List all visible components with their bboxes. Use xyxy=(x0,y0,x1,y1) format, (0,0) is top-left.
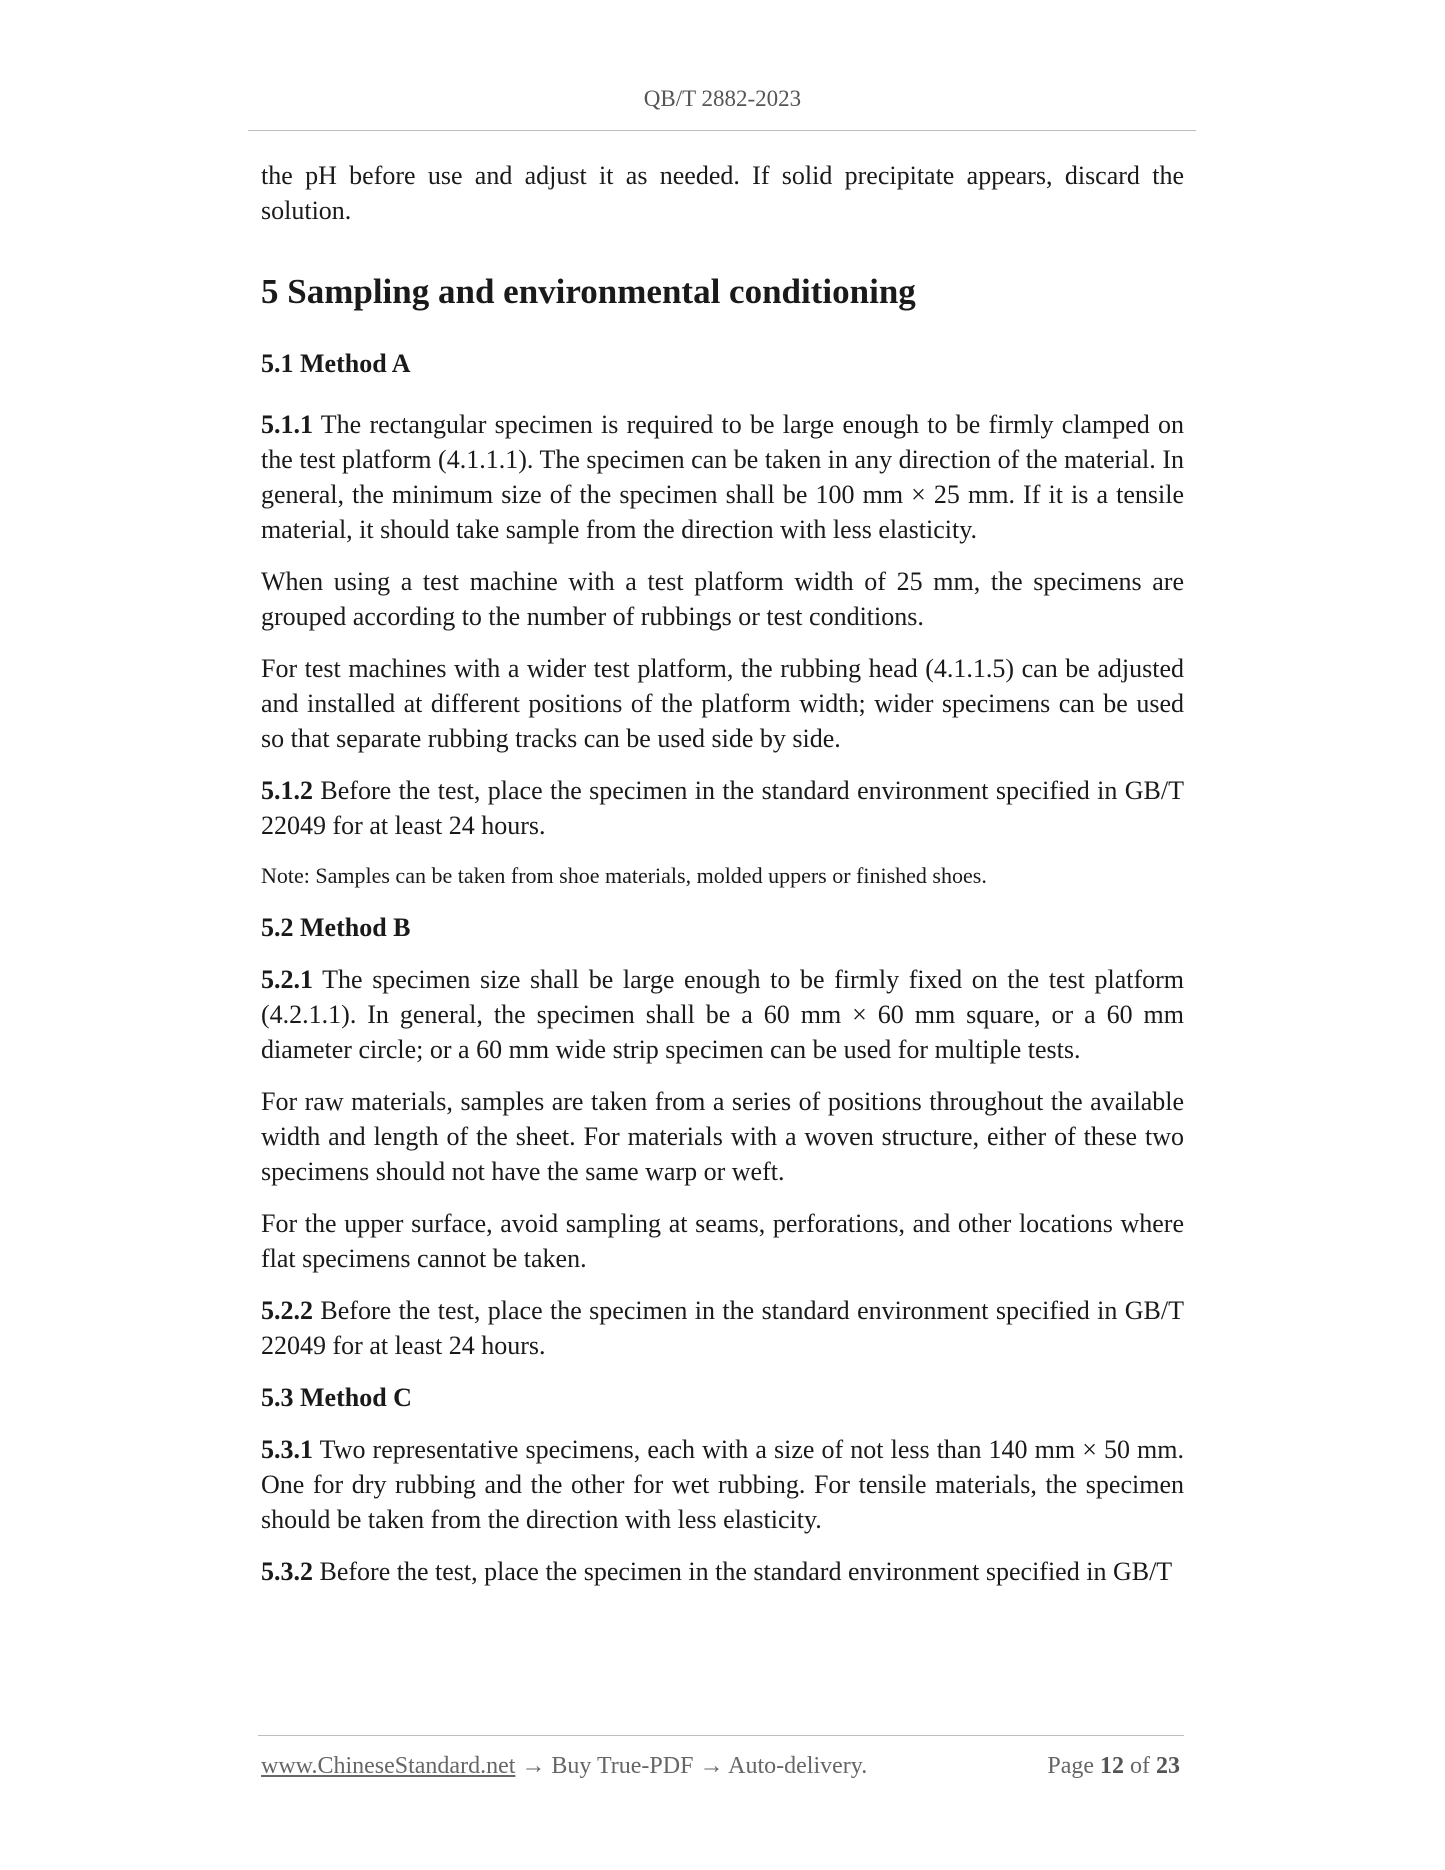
clause-number: 5.2.1 xyxy=(261,965,313,994)
clause-number: 5.1.1 xyxy=(261,410,313,439)
arrow-right-icon: → xyxy=(699,1753,724,1779)
delivery-text: Auto-delivery. xyxy=(728,1753,868,1779)
arrow-right-icon: → xyxy=(521,1753,546,1779)
site-link[interactable]: www.ChineseStandard.net xyxy=(261,1753,516,1779)
clause-text: The rectangular specimen is required to be large enough to be firmly clamped on the test platform (4.1.1.1). The specimen can be taken in any direction of the material. In general, the minimum size of the specimen shall be 100 mm × 25 mm. If it is a tensile material, it should take sample from the direction with less elasticity. xyxy=(261,410,1185,544)
paragraph-5-2-1 xyxy=(261,962,1184,1067)
page-total: 23 xyxy=(1156,1753,1180,1779)
paragraph-5-1-1-b: When using a test machine with a test platform width of 25 mm, the specimens are grouped according to the number of rubbings or test conditions. xyxy=(261,567,1184,631)
footer-divider xyxy=(258,1735,1184,1736)
section-heading-5: 5 Sampling and environmental conditioning xyxy=(261,272,916,311)
paragraph-intro: the pH before use and adjust it as needed. If solid precipitate appears, discard the solution. xyxy=(261,161,1184,225)
paragraph-5-1-2 xyxy=(261,773,1184,843)
clause-text: Before the test, place the specimen in the standard environment specified in GB/T 22049 for at least 24 hours. xyxy=(261,1296,1185,1360)
subsection-heading-5-3: 5.3 Method C xyxy=(261,1383,412,1412)
subsection-heading-5-1: 5.1 Method A xyxy=(261,349,411,378)
page-label: Page xyxy=(1047,1753,1094,1779)
buy-text: Buy True-PDF xyxy=(551,1753,694,1779)
paragraph-5-2-1-b: For raw materials, samples are taken from a series of positions throughout the available width and length of the sheet. For materials with a woven structure, either of these two specimens should not have the same warp or weft. xyxy=(261,1087,1184,1186)
header-divider xyxy=(248,130,1196,131)
paragraph-5-1-1 xyxy=(261,407,1184,547)
clause-number: 5.3.1 xyxy=(261,1435,313,1464)
footer-promo xyxy=(261,1753,867,1780)
paragraph-5-1-1-c: For test machines with a wider test platform, the rubbing head (4.1.1.5) can be adjusted and installed at different positions of the platform width; wider specimens can be used so that separate rubbing tracks can be used side by side. xyxy=(261,654,1184,753)
paragraph-5-3-1 xyxy=(261,1432,1184,1537)
paragraph-5-3-2 xyxy=(261,1554,1184,1589)
clause-text: Before the test, place the specimen in the standard environment specified in GB/T xyxy=(319,1557,1173,1586)
clause-text: The specimen size shall be large enough to be firmly fixed on the test platform (4.2.1.1). In general, the specimen shall be a 60 mm × 60 mm square, or a 60 mm diameter circle; or a 60 mm wide strip specimen can be used for multiple tests. xyxy=(261,965,1185,1064)
clause-number: 5.1.2 xyxy=(261,776,313,805)
page-indicator xyxy=(1047,1753,1180,1780)
paragraph-5-2-2 xyxy=(261,1293,1184,1363)
page-current: 12 xyxy=(1100,1753,1124,1779)
clause-number: 5.3.2 xyxy=(261,1557,313,1586)
clause-text: Before the test, place the specimen in the standard environment specified in GB/T 22049 for at least 24 hours. xyxy=(261,776,1185,840)
note: Note: Samples can be taken from shoe materials, molded uppers or finished shoes. xyxy=(261,863,987,888)
clause-text: Two representative specimens, each with a size of not less than 140 mm × 50 mm. One for dry rubbing and the other for wet rubbing. For tensile materials, the specimen should be taken from the direction with less elasticity. xyxy=(261,1435,1184,1534)
paragraph-5-2-1-c: For the upper surface, avoid sampling at seams, perforations, and other locations where flat specimens cannot be taken. xyxy=(261,1209,1184,1273)
subsection-heading-5-2: 5.2 Method B xyxy=(261,913,411,942)
page-content xyxy=(261,158,1184,1589)
header-doc-code: QB/T 2882-2023 xyxy=(643,86,802,111)
of-label: of xyxy=(1130,1753,1150,1779)
clause-number: 5.2.2 xyxy=(261,1296,313,1325)
